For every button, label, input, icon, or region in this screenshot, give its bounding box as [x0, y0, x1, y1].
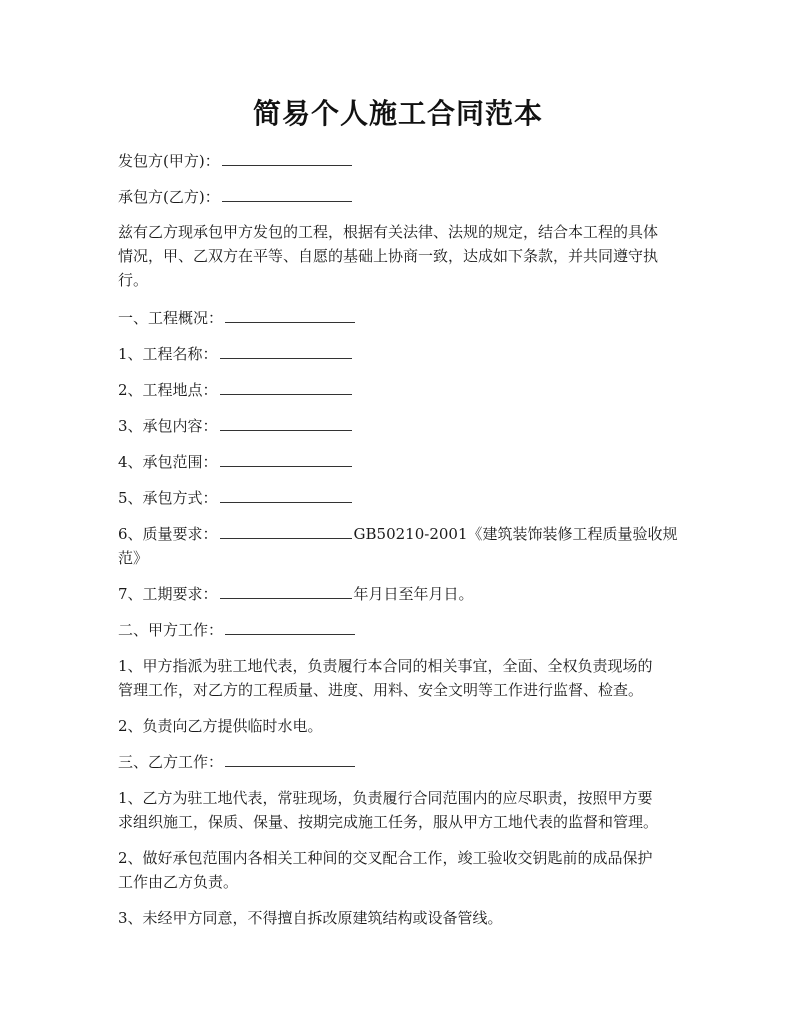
schedule-line [118, 582, 684, 606]
section3-heading-blank [225, 751, 355, 767]
section3-item1-paragraph [118, 786, 684, 834]
section2-heading: 二、甲方工作： [118, 621, 224, 639]
section3-heading: 三、乙方工作： [118, 753, 224, 771]
contract-scope-line [118, 450, 684, 474]
project-location-blank [220, 379, 352, 395]
contract-method-label: 5、承包方式： [118, 489, 218, 507]
schedule-tail: 年月日至年月日。 [353, 585, 474, 603]
section3-item2-paragraph [118, 846, 684, 894]
contract-content-blank [220, 415, 352, 431]
party-b-label: 承包方(乙方)： [118, 188, 220, 206]
intro-paragraph [118, 220, 684, 292]
section2-item1-paragraph [118, 654, 684, 702]
party-a-line [118, 149, 684, 173]
section3-item3-line: 3、未经甲方同意，不得擅自拆改原建筑结构或设备管线。 [118, 909, 503, 927]
intro-line-2: 情况，甲、乙双方在平等、自愿的基础上协商一致，达成如下条款，并共同遵守执 [118, 247, 659, 265]
section2-heading-line [118, 618, 684, 642]
project-name-blank [220, 343, 352, 359]
quality-requirement-paragraph [118, 522, 684, 570]
section3-item2-line-1: 2、做好承包范围内各相关工种间的交叉配合工作，竣工验收交钥匙前的成品保护 [118, 849, 653, 867]
section2-heading-blank [225, 619, 355, 635]
section3-item2-line-2: 工作由乙方负责。 [118, 873, 239, 891]
quality-requirement-blank [220, 523, 352, 539]
contract-method-blank [220, 487, 352, 503]
contract-content-label: 3、承包内容： [118, 417, 218, 435]
party-a-blank [222, 150, 352, 166]
section2-item2-line: 2、负责向乙方提供临时水电。 [118, 717, 323, 735]
intro-line-3: 行。 [118, 271, 149, 289]
project-name-line [118, 342, 684, 366]
schedule-label: 7、工期要求： [118, 585, 218, 603]
quality-requirement-line-1 [118, 522, 684, 546]
contract-method-line [118, 486, 684, 510]
intro-line-1: 兹有乙方现承包甲方发包的工程，根据有关法律、法规的规定，结合本工程的具体 [118, 223, 659, 241]
section3-item1-line-2: 求组织施工，保质、保量、按期完成施工任务，服从甲方工地代表的监督和管理。 [118, 813, 659, 831]
section2-item1-line-1: 1、甲方指派为驻工地代表，负责履行本合同的相关事宜，全面、全权负责现场的 [118, 657, 653, 675]
section3-heading-line [118, 750, 684, 774]
project-location-label: 2、工程地点： [118, 381, 218, 399]
quality-standard-text: GB50210-2001《建筑装饰装修工程质量验收规 [353, 525, 678, 543]
section1-heading-line [118, 306, 684, 330]
project-name-label: 1、工程名称： [118, 345, 218, 363]
contract-scope-label: 4、承包范围： [118, 453, 218, 471]
quality-requirement-line-2: 范》 [118, 549, 149, 567]
document-title: 简易个人施工合同范本 [252, 97, 543, 130]
schedule-blank [220, 583, 352, 599]
contract-content-line [118, 414, 684, 438]
section1-heading-blank [225, 307, 355, 323]
project-location-line [118, 378, 684, 402]
section1-heading: 一、工程概况： [118, 309, 224, 327]
party-a-label: 发包方(甲方)： [118, 152, 220, 170]
contract-scope-blank [220, 451, 352, 467]
quality-requirement-label: 6、质量要求： [118, 525, 218, 543]
section2-item1-line-2: 管理工作，对乙方的工程质量、进度、用料、安全文明等工作进行监督、检查。 [118, 681, 644, 699]
section3-item1-line-1: 1、乙方为驻工地代表，常驻现场，负责履行合同范围内的应尽职责，按照甲方要 [118, 789, 653, 807]
party-b-line [118, 185, 684, 209]
party-b-blank [222, 186, 352, 202]
